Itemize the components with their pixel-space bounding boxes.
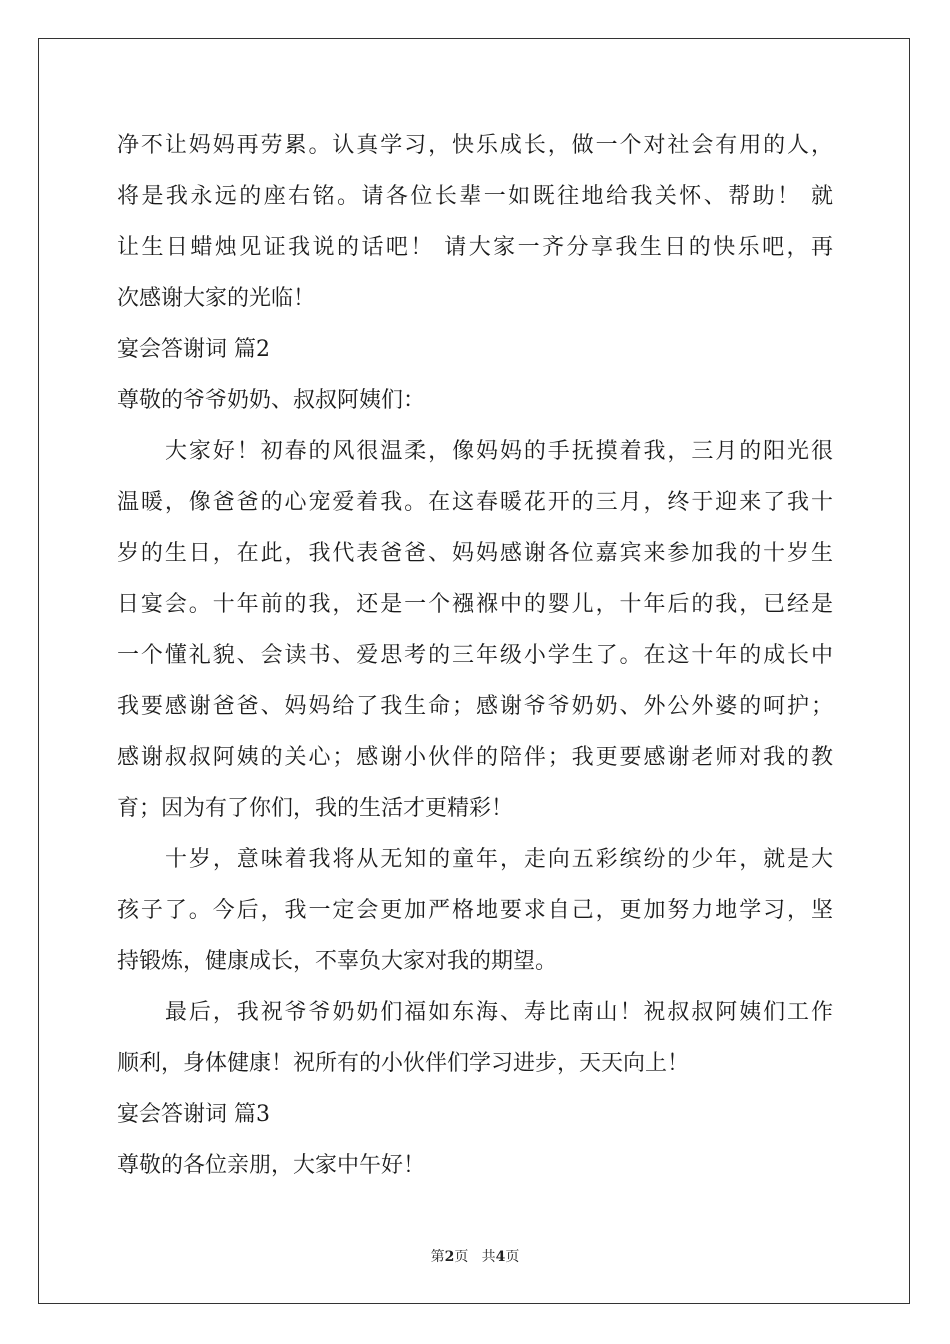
text-line: 最后，我祝爷爷奶奶们福如东海、寿比南山！祝叔叔阿姨们工作 xyxy=(165,1000,833,1025)
text-line: 十岁，意味着我将从无知的童年，走向五彩缤纷的少年，就是大 xyxy=(165,847,833,872)
text-line: 育；因为有了你们，我的生活才更精彩！ xyxy=(117,796,514,821)
text-line: 一个懂礼貌、会读书、爱思考的三年级小学生了。在这十年的成长中 xyxy=(117,643,833,668)
text-line: 持锻炼，健康成长，不辜负大家对我的期望。 xyxy=(117,949,558,974)
text-line: 尊敬的各位亲朋，大家中午好！ xyxy=(117,1153,426,1178)
text-line: 大家好！初春的风很温柔，像妈妈的手抚摸着我，三月的阳光很 xyxy=(165,439,833,464)
text-line: 净不让妈妈再劳累。认真学习，快乐成长，做一个对社会有用的人， xyxy=(117,133,833,158)
text-line: 日宴会。十年前的我，还是一个襁褓中的婴儿，十年后的我，已经是 xyxy=(117,592,833,617)
footer-page-suffix: 页 xyxy=(454,1249,469,1265)
text-line: 顺利，身体健康！祝所有的小伙伴们学习进步，天天向上！ xyxy=(117,1051,690,1076)
footer-page-prefix: 第 xyxy=(430,1249,445,1265)
text-line: 宴会答谢词 篇3 xyxy=(117,1102,270,1127)
text-line: 我要感谢爸爸、妈妈给了我生命；感谢爷爷奶奶、外公外婆的呵护； xyxy=(117,694,833,719)
text-line: 尊敬的爷爷奶奶、叔叔阿姨们： xyxy=(117,388,426,413)
text-line: 将是我永远的座右铭。请各位长辈一如既往地给我关怀、帮助！ 就 xyxy=(117,184,833,209)
text-line: 次感谢大家的光临！ xyxy=(117,286,316,311)
text-line: 让生日蜡烛见证我说的话吧！ 请大家一齐分享我生日的快乐吧，再 xyxy=(117,235,833,260)
document-body xyxy=(117,126,833,1197)
text-line: 温暖，像爸爸的心宠爱着我。在这春暖花开的三月，终于迎来了我十 xyxy=(117,490,833,515)
text-line: 宴会答谢词 篇2 xyxy=(117,337,270,362)
footer-page-number: 2 xyxy=(444,1249,455,1265)
page-footer xyxy=(0,1246,950,1266)
text-line: 岁的生日，在此，我代表爸爸、妈妈感谢各位嘉宾来参加我的十岁生 xyxy=(117,541,833,566)
footer-total-pages: 4 xyxy=(495,1249,506,1265)
text-line: 感谢叔叔阿姨的关心；感谢小伙伴的陪伴；我更要感谢老师对我的教 xyxy=(117,745,833,770)
text-line: 孩子了。今后，我一定会更加严格地要求自己，更加努力地学习，坚 xyxy=(117,898,833,923)
footer-total-suffix: 页 xyxy=(505,1249,520,1265)
footer-total-prefix: 共 xyxy=(481,1249,496,1265)
